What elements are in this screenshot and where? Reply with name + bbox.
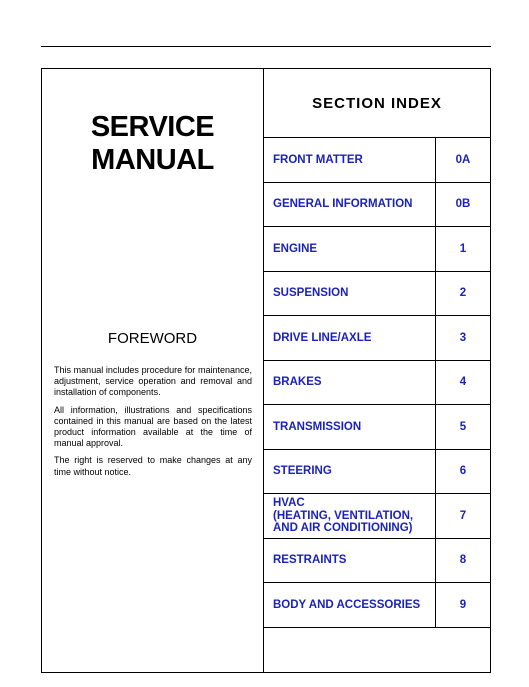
top-rule <box>41 46 491 47</box>
section-label: SUSPENSION <box>264 272 436 316</box>
section-link-transmission[interactable] <box>264 405 490 450</box>
section-code: 5 <box>459 420 467 433</box>
section-code: 8 <box>459 554 467 567</box>
foreword-paragraph: All information, illustrations and specifications contained in this manual are based on the latest product information available at the time of manual approval. <box>54 404 252 449</box>
section-code: 9 <box>459 598 467 611</box>
section-code: 2 <box>459 287 467 300</box>
section-label: BODY AND ACCESSORIES <box>264 583 436 627</box>
section-label: GENERAL INFORMATION <box>264 183 436 227</box>
section-link-engine[interactable] <box>264 227 490 272</box>
manual-title-line-1: SERVICE <box>90 111 215 143</box>
left-panel <box>42 69 264 672</box>
section-link-general-information[interactable] <box>264 183 490 228</box>
section-label: RESTRAINTS <box>264 539 436 583</box>
section-label: HVAC (HEATING, VENTILATION, AND AIR CONDITIONING) <box>264 494 436 538</box>
section-code: 4 <box>459 376 467 389</box>
section-link-restraints[interactable] <box>264 539 490 584</box>
section-code: 6 <box>459 465 467 478</box>
section-index-panel <box>264 69 490 672</box>
section-code: 1 <box>459 242 467 255</box>
section-link-drive-line-axle[interactable] <box>264 316 490 361</box>
foreword-body <box>54 365 252 484</box>
foreword-heading: FOREWORD <box>107 330 198 347</box>
section-index-list <box>264 138 490 628</box>
section-label: FRONT MATTER <box>264 138 436 182</box>
section-label: DRIVE LINE/AXLE <box>264 316 436 360</box>
section-code: 0B <box>455 198 471 211</box>
section-link-suspension[interactable] <box>264 272 490 317</box>
section-label: BRAKES <box>264 361 436 405</box>
manual-title <box>42 111 263 177</box>
section-link-brakes[interactable] <box>264 361 490 406</box>
foreword-paragraph: The right is reserved to make changes at any time without notice. <box>54 455 252 477</box>
section-label: ENGINE <box>264 227 436 271</box>
section-code: 3 <box>459 331 467 344</box>
section-code: 7 <box>459 509 467 522</box>
foreword-paragraph: This manual includes procedure for maintenance, adjustment, service operation and removal and installation of components. <box>54 365 252 398</box>
manual-title-line-2: MANUAL <box>91 144 214 176</box>
section-code: 0A <box>455 153 471 166</box>
section-label: TRANSMISSION <box>264 405 436 449</box>
section-label: STEERING <box>264 450 436 494</box>
section-index-heading: SECTION INDEX <box>264 69 490 138</box>
section-link-front-matter[interactable] <box>264 138 490 183</box>
section-link-body-and-accessories[interactable] <box>264 583 490 628</box>
cover-frame <box>41 68 491 673</box>
section-link-hvac[interactable] <box>264 494 490 539</box>
section-link-steering[interactable] <box>264 450 490 495</box>
